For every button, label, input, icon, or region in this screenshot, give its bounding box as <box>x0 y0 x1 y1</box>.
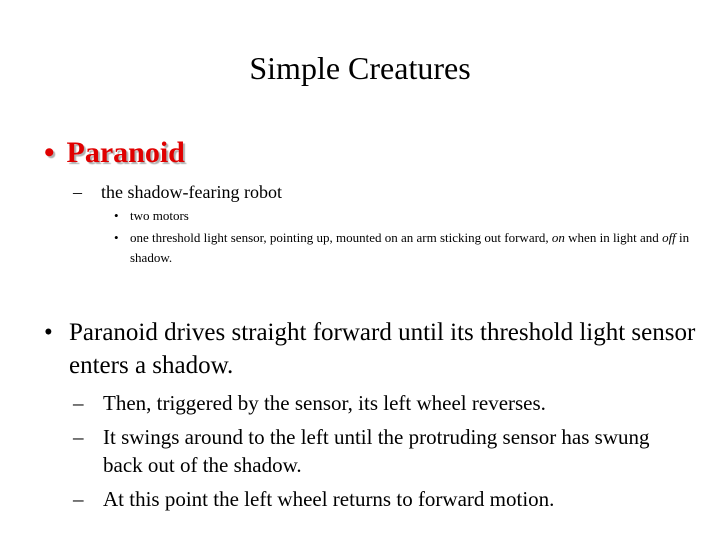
sub-bullet-text: Then, triggered by the sensor, its left wheel reverses. <box>103 391 546 415</box>
level3-text-part: when in light and <box>564 230 663 245</box>
level3-text-part: one threshold light sensor, pointing up, mounted on an arm sticking out forward, <box>130 230 552 245</box>
emphasis-off: off <box>662 230 676 245</box>
level3-text-part: two motors <box>130 208 189 223</box>
sub-bullet-text: It swings around to the left until the protruding sensor has swung back out of the shadow. <box>103 425 650 477</box>
heading-bullet <box>44 134 185 172</box>
level2-text: the shadow-fearing robot <box>101 182 282 202</box>
bullet-marker: • <box>44 136 55 169</box>
bullet-marker: • <box>114 208 119 223</box>
bullet-marker: • <box>114 230 119 245</box>
level3-text <box>130 228 690 268</box>
heading-text: Paranoid <box>66 136 185 169</box>
emphasis-on: on <box>551 230 565 245</box>
dash-marker: – <box>73 391 84 415</box>
level3-text <box>130 206 690 226</box>
slide-title: Simple Creatures <box>249 50 471 86</box>
main-bullet-text: Paranoid drives straight forward until its threshold light sensor enters a shadow. <box>69 319 696 379</box>
level3-text-part: in shadow. <box>130 230 690 265</box>
dash-marker: – <box>73 182 82 202</box>
sub-bullet-text: At this point the left wheel returns to forward motion. <box>103 487 555 511</box>
dash-marker: – <box>73 487 84 511</box>
dash-marker: – <box>73 425 84 449</box>
bullet-marker: • <box>44 319 53 346</box>
